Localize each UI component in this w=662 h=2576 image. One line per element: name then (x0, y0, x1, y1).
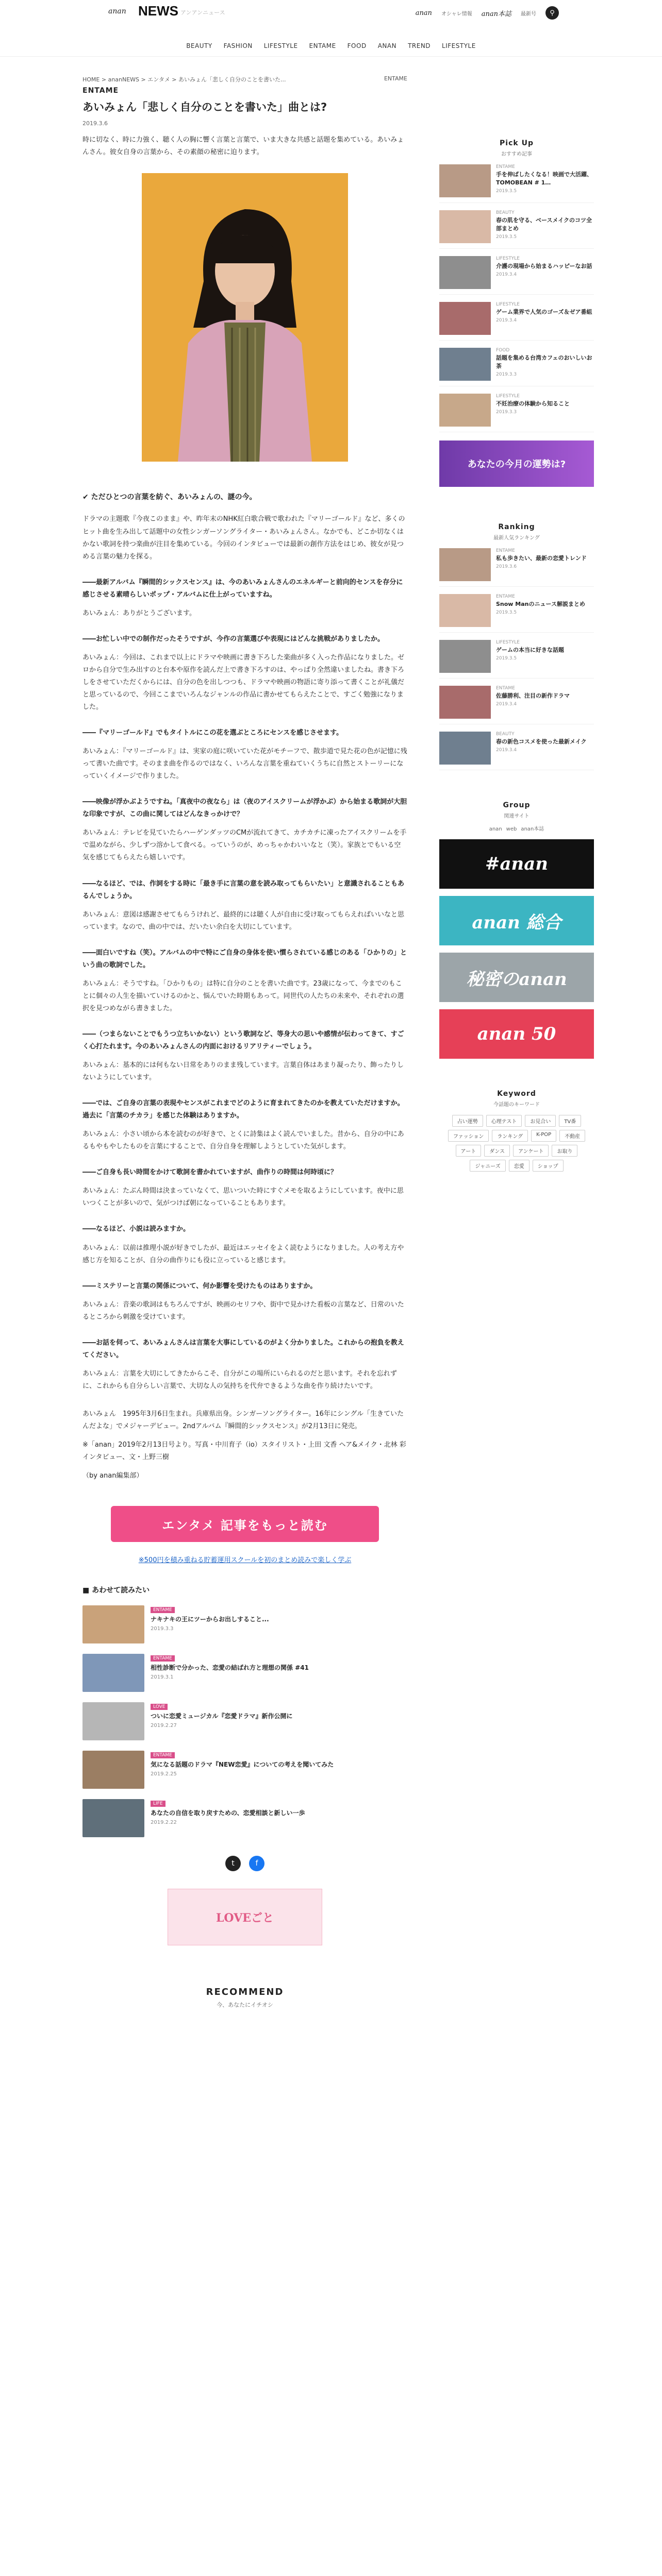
related-tag: ENTAME (151, 1752, 175, 1758)
sidebar-thumbnail[interactable] (439, 732, 491, 765)
interview-question: ――お話を伺って、あいみょんさんは言葉を大事にしているのがよく分かりました。これからの抱負を教えてください。 (82, 1338, 404, 1359)
ranking-heading: Ranking (498, 523, 535, 531)
pickup-items[interactable] (439, 210, 594, 249)
related-date: 2019.2.27 (151, 1722, 177, 1728)
sidebar-text (496, 348, 594, 377)
share-buttons (82, 1856, 407, 1871)
sidebar-title[interactable]: 春の新色コスメを使った最新メイク (496, 738, 587, 745)
site-logo[interactable]: anan (108, 7, 126, 15)
sidebar-text (496, 686, 570, 707)
keyword-tag[interactable]: 不動産 (559, 1130, 585, 1142)
sidebar-tag: ENTAME (496, 548, 515, 553)
sidebar-title[interactable]: 介護の現場から始まるハッピーなお話 (496, 263, 592, 269)
interview-question: ――なるほど、小説は読みますか。 (82, 1225, 190, 1233)
keyword-tag[interactable]: ダンス (484, 1145, 510, 1157)
related-item[interactable] (82, 1702, 407, 1740)
sidebar-tag: ENTAME (496, 594, 515, 599)
keyword-tag[interactable]: 心理テスト (486, 1115, 522, 1127)
pickup-items[interactable] (439, 164, 594, 203)
sidebar-thumbnail[interactable] (439, 594, 491, 627)
interview-question: ――面白いですね（笑）。アルバムの中で特にご自身の身体を使い慣らされている感じのある「ひかりの」という曲の歌詞でした。 (82, 948, 407, 969)
recommend-heading: RECOMMEND (206, 1987, 284, 1998)
photo-caption-text: ただひとつの言葉を紡ぐ、あいみょんの、謎の今。 (91, 493, 257, 502)
ranking-items[interactable] (439, 732, 594, 770)
related-title[interactable]: あなたの自信を取り戻すための、恋愛相談と新しい一歩 (151, 1809, 305, 1817)
related-text (151, 1702, 293, 1728)
sidebar-title[interactable]: 不妊治療の体験から知ること (496, 400, 570, 407)
pickup-items[interactable] (439, 348, 594, 386)
article-title: あいみょん「悲しく自分のことを書いた」曲とは? (82, 101, 327, 113)
nav-item-trend[interactable]: TREND (408, 42, 431, 49)
sidebar-date: 2019.3.4 (496, 747, 517, 753)
site-news-logo[interactable]: NEWS (138, 3, 178, 19)
pickup-subheading: おすすめ記事 (501, 151, 533, 157)
sidebar-title[interactable]: 春の肌を守る、ベースメイクのコツ全部まとめ (496, 217, 592, 232)
related-item[interactable] (82, 1799, 407, 1837)
related-text (151, 1605, 269, 1632)
related-thumbnail[interactable] (82, 1751, 144, 1789)
sidebar (439, 139, 594, 1172)
interview-question: ――なるほど、では、作詞をする時に「最き手に言葉の意を読み取ってもらいたい」と意識されることもあるんでしょうか。 (82, 879, 405, 900)
fortune-banner[interactable]: あなたの今月の運勢は? (439, 440, 594, 487)
related-thumbnail[interactable] (82, 1605, 144, 1643)
related-tag: ENTAME (151, 1607, 175, 1613)
sidebar-tag: FOOD (496, 348, 510, 353)
related-item[interactable] (82, 1605, 407, 1643)
sidebar-title[interactable]: ゲームの本当に好きな話題 (496, 647, 564, 653)
related-thumbnail[interactable] (82, 1799, 144, 1837)
interview-question: ――お忙しい中での制作だったそうですが、今作の言葉選びや表現にはどんな挑戦がありましたか。 (82, 635, 385, 643)
recommend-subheading: 今、あなたにイチオシ (217, 2002, 273, 2009)
keyword-tag[interactable]: ショップ (533, 1160, 564, 1172)
sidebar-title[interactable]: ゲーム業界で人気のゴーズ＆ゼア番組 (496, 309, 592, 315)
hero-photo (142, 173, 348, 462)
group-banner[interactable]: 秘密のanan (439, 953, 594, 1002)
related-tag: ENTAME (151, 1655, 175, 1662)
sidebar-thumbnail[interactable] (439, 164, 491, 197)
group-sub-link[interactable]: web (506, 826, 517, 832)
group-sub-link[interactable]: anan (489, 826, 502, 832)
group-banner[interactable]: #anan (439, 839, 594, 889)
interview-answer: あいみょん：今回は、これまで以上にドラマや映画に書き下ろした楽曲が多く入った作品になりました。ゼロから自分で生み出すのと台本や原作を読んだ上で書き下ろすのは、やっぱり全然違いましたね。書き下ろしをさせていただくからには、自分の色を出しつつも、ドラマや映画の物語に寄り添って書くことが礼儀だと思っているので、今回ここまでいろんなジャンルの作品に書かせてもらえたことで、すごく勉強になりました。 (82, 653, 405, 711)
keyword-tag[interactable]: K-POP (531, 1130, 556, 1142)
promo-link[interactable]: ※500円を積み重ねる貯蓄運用スクールを初のまとめ読みで楽しく学ぶ (138, 1556, 352, 1565)
header-link-anan[interactable]: anan (415, 9, 432, 17)
sidebar-thumbnail[interactable] (439, 348, 491, 381)
site-tagline: アンアンニュース (180, 9, 225, 16)
interview-answer: あいみょん：意図は感謝させてもらうけれど、最終的には聴く人が自由に受け取ってもらえればいいなと思っています。なので、曲の中では、だいたい余白を大切にしています。 (82, 910, 405, 931)
group-sub-link[interactable]: anan本誌 (521, 826, 544, 832)
search-icon[interactable]: ⚲ (545, 6, 559, 20)
header-links (416, 6, 559, 20)
sidebar-thumbnail[interactable] (439, 394, 491, 427)
interview-answer: あいみょん：『マリーゴールド』は、実家の庭に咲いていた花がモチーフで、散歩道で見た花の色が記憶に残って書いた曲です。そのまま曲を作るのではなく、いろんな言葉を重ねていくうちに自然とストーリーになっていくイメージで作りました。 (82, 748, 407, 781)
pickup-items[interactable] (439, 302, 594, 341)
ranking-items[interactable] (439, 640, 594, 679)
sidebar-tag: LIFESTYLE (496, 640, 520, 645)
sidebar-date: 2019.3.5 (496, 655, 517, 661)
pickup-items[interactable] (439, 256, 594, 295)
related-date: 2019.3.1 (151, 1674, 174, 1680)
sidebar-tag: LIFESTYLE (496, 256, 520, 261)
related-date: 2019.2.22 (151, 1819, 177, 1825)
pickup-list (439, 164, 594, 432)
related-item[interactable] (82, 1654, 407, 1692)
twitter-icon[interactable]: t (225, 1856, 241, 1871)
related-text (151, 1751, 334, 1777)
article-category: ENTAME (82, 87, 119, 95)
sidebar-text (496, 594, 585, 615)
related-list (82, 1605, 407, 1837)
breadcrumb-path[interactable]: HOME > ananNEWS > エンタメ > あいみょん「悲しく自分のことを書いた... (82, 76, 286, 83)
more-entame-button[interactable]: エンタメ 記事をもっと読む (111, 1506, 379, 1542)
sidebar-text (496, 394, 570, 415)
pickup-heading: Pick Up (500, 139, 534, 147)
nav-item-lifestyle[interactable]: LIFESTYLE (263, 42, 298, 49)
keyword-list (439, 1115, 594, 1172)
interview-question: ――（つまらないことでもうつ立ちいかない）という歌詞など、等身大の思いや感情が伝わってきて、すごく心打たれます。今のあいみょんさんの内面におけるリアリティーでしょう。 (82, 1030, 404, 1050)
sidebar-text (496, 210, 594, 240)
related-heading: ■ あわせて読みたい (82, 1586, 150, 1595)
sidebar-text (496, 548, 587, 569)
author-byline: （by anan編集部） (82, 1472, 143, 1480)
interview-question: ――映像が浮かぶようですね。「真夜中の夜なら」は（夜のアイスクリームが浮かぶ）から始まる歌詞が大胆な印象ですが、この曲に関してはどんなきっかけで？ (82, 798, 407, 819)
interview-answer: あいみょん：基本的には何もない日常をありのまま残しています。言葉自体はあまり凝ったり、飾ったりしないようにしています。 (82, 1061, 404, 1082)
nav-item-entame[interactable]: ENTAME (309, 42, 336, 49)
interview-question: ――『マリーゴールド』でもタイトルにこの花を選ぶところにセンスを感じさせます。 (82, 729, 343, 737)
sidebar-tag: ENTAME (496, 164, 515, 170)
nav-item-lifestyle-2[interactable]: LIFESTYLE (442, 42, 476, 49)
related-thumbnail[interactable] (82, 1702, 144, 1740)
related-title[interactable]: ナキナキの王にツーからお出しすること... (151, 1616, 269, 1623)
related-tag: LIFE (151, 1801, 166, 1807)
interview-answer: ドラマの主題歌『今夜このまま』や、昨年末のNHK紅白歌合戦で歌われた『マリーゴールド』など、多くのヒット曲を生み出して話題中の女性シンガーソングライター・あいみょんさん。なかでも、どこか切なくはかない歌詞を持つ楽曲が注目を集めている。今回のインタビューでは最新の創作方法をはじめ、彼女が見つめる言葉の魅力を探る。 (82, 515, 405, 561)
header-link-magazine[interactable]: anan本誌 (481, 10, 511, 18)
photo-caption: ✔ ただひとつの言葉を紡ぐ、あいみょんの、謎の今。 (82, 493, 257, 502)
sidebar-text (496, 256, 592, 277)
related-title[interactable]: 相性診断で分かった、恋愛の結ばれ方と理想の関係 #41 (151, 1664, 309, 1672)
related-item[interactable] (82, 1751, 407, 1789)
nav-item-food[interactable]: FOOD (347, 42, 367, 49)
nav-item-anan[interactable]: ANAN (377, 42, 397, 49)
hero-portrait-illustration (142, 173, 348, 462)
ranking-items[interactable] (439, 686, 594, 724)
artist-profile: あいみょん 1995年3月6日生まれ。兵庫県出身。シンガーソングライター。16年にシングル「生きていたんだよな」でメジャーデビュー。2ndアルバム『瞬間的シックスセンス』が2月13日に発売。 (82, 1410, 404, 1430)
related-title[interactable]: ついに恋愛ミュージカル『恋愛ドラマ』新作公開に (151, 1713, 293, 1720)
header-link-latest[interactable]: 最新号 (521, 11, 536, 17)
group-heading: Group (503, 801, 531, 809)
sidebar-date: 2019.3.5 (496, 234, 517, 240)
breadcrumb (82, 75, 407, 83)
interview-answer: あいみょん：音楽の歌詞はもちろんですが、映画のセリフや、街中で見かけた看板の言葉など、日常のいたるところから刺激を受けています。 (82, 1300, 404, 1321)
article-lead: 時に切なく、時に力強く、聴く人の胸に響く言葉と言葉で、いま大きな共感と話題を集めている。あいみょんさん。彼女自身の言葉から、その素顔の秘密に迫ります。 (82, 136, 404, 157)
sidebar-tag: BEAUTY (496, 210, 515, 215)
related-heading-text: あわせて読みたい (92, 1586, 150, 1595)
related-thumbnail[interactable] (82, 1654, 144, 1692)
interview-question: ――では、ご自身の言葉の表現やセンスがこれまでどのように育まれてきたのかを教えていただけますか。過去に「言葉のチカラ」を感じた体験はありますか。 (82, 1099, 404, 1120)
sidebar-date: 2019.3.4 (496, 272, 517, 277)
keyword-tag[interactable]: アンケート (513, 1145, 549, 1157)
sidebar-tag: ENTAME (496, 686, 515, 691)
keyword-tag[interactable]: お取り (552, 1145, 577, 1157)
photo-credit: ※「anan」2019年2月13日号より。写真・中川育子（io）スタイリスト・上田 文香 ヘア&メイク・北林 彩 インタビュー、文・上野三樹 (82, 1441, 406, 1462)
pickup-items[interactable] (439, 394, 594, 432)
sidebar-thumbnail[interactable] (439, 548, 491, 581)
related-date: 2019.2.25 (151, 1771, 177, 1777)
related-text (151, 1799, 305, 1825)
sidebar-thumbnail[interactable] (439, 210, 491, 243)
interview-question: ――最新アルバム『瞬間的シックスセンス』は、今のあいみょんさんのエネルギーと前向的センスを存分に感じさせる素晴らしいポップ・アルバムに仕上がっていますね。 (82, 578, 403, 599)
keyword-tag[interactable]: お見合い (525, 1115, 556, 1127)
sidebar-text (496, 640, 564, 661)
interview-question: ――ミステリーと言葉の関係について、何か影響を受けたものはありますか。 (82, 1282, 317, 1290)
sidebar-text (496, 302, 592, 323)
ranking-items[interactable] (439, 594, 594, 633)
keyword-tag[interactable]: 占い運勢 (452, 1115, 483, 1127)
article-main (82, 98, 407, 2009)
keyword-tag[interactable]: アート (456, 1145, 482, 1157)
nav-item-fashion[interactable]: FASHION (223, 42, 253, 49)
keyword-tag[interactable]: ファッション (448, 1130, 489, 1142)
keyword-tag[interactable]: ランキング (492, 1130, 528, 1142)
sidebar-thumbnail[interactable] (439, 256, 491, 289)
related-tag: LOVE (151, 1704, 168, 1710)
ranking-subheading: 最新人気ランキング (493, 535, 540, 541)
love-banner[interactable]: LOVEごと (168, 1889, 322, 1945)
interview-question: ――ご自身も長い時間をかけて歌詞を書かれていますが、曲作りの時間は何時頃に？ (82, 1168, 338, 1177)
interview-answer: あいみょん：ありがとうございます。 (82, 609, 196, 617)
sidebar-date: 2019.3.3 (496, 371, 517, 377)
interview-answer: あいみょん：テレビを見ていたらハーゲンダッツのCMが流れてきて、カチカチに凍ったアイスクリームを手で温めながら、少しずつ溶かして食べる。っていうのが、めっちゃかわいいなと（笑）。家族とでもいる空気を感じてもらえたら嬉しいです。 (82, 829, 407, 862)
group-subheading: 関連サイト (504, 814, 529, 819)
keyword-subheading: 今話題のキーワード (493, 1102, 540, 1108)
group-list (439, 824, 594, 1059)
main-nav (0, 35, 662, 57)
interview-answer: あいみょん：たぶん時間は決まっていなくて、思いついた時にすぐメモを取るようにしています。夜中に思いつくことが多いので、気がつけば朝になっていることもあります。 (82, 1187, 404, 1208)
sidebar-thumbnail[interactable] (439, 302, 491, 335)
sidebar-date: 2019.3.5 (496, 188, 517, 194)
sidebar-tag: BEAUTY (496, 732, 515, 737)
related-text (151, 1654, 309, 1680)
facebook-icon[interactable]: f (249, 1856, 264, 1871)
sidebar-date: 2019.3.3 (496, 409, 517, 415)
header-link-web[interactable]: オシャレ情報 (441, 11, 472, 17)
sidebar-date: 2019.3.4 (496, 317, 517, 323)
interview-answer: あいみょん：以前は推理小説が好きでしたが、最近はエッセイをよく読むようになりました。人の考え方や感じ方を知ることが、自分の曲作りにも役に立っていると感じます。 (82, 1244, 404, 1264)
article-body (82, 513, 407, 1392)
sidebar-date: 2019.3.4 (496, 701, 517, 707)
keyword-tag[interactable]: ジャニーズ (470, 1160, 505, 1172)
ranking-list (439, 548, 594, 770)
related-date: 2019.3.3 (151, 1625, 174, 1632)
breadcrumb-category[interactable]: ENTAME (384, 75, 407, 82)
sidebar-text (496, 732, 587, 753)
sidebar-thumbnail[interactable] (439, 686, 491, 719)
site-header (0, 0, 662, 31)
interview-answer: あいみょん：そうですね。「ひかりもの」は特に自分のことを書いた曲です。23歳になって、今までのもことに個々の人生を描いていけるのかと、悩んでいた時期もあって。同世代の人たちの未来や、それぞれの選択を見つめながら書きました。 (82, 979, 404, 1012)
sidebar-title[interactable]: 佐藤勝利、注目の新作ドラマ (496, 692, 570, 699)
sidebar-title[interactable]: 手を伸ばしたくなる！映画で大活躍、TOMOBEAN # 1… (496, 171, 592, 186)
sidebar-date: 2019.3.5 (496, 609, 517, 615)
sidebar-thumbnail[interactable] (439, 640, 491, 673)
article-date: 2019.3.6 (82, 120, 108, 127)
sidebar-title[interactable]: 話題を集める台湾カフェのおいしいお茶 (496, 354, 592, 369)
sidebar-title[interactable]: 私も歩きたい、最新の恋愛トレンド (496, 555, 587, 562)
interview-answer: あいみょん：小さい頃から本を読むのが好きで、とくに詩集はよく読んでいました。昔から、自分の中にあるもやもやしたものを言葉にすることで、自分自身を理解しようとしていた気がします。 (82, 1130, 404, 1151)
sidebar-text (496, 164, 594, 194)
group-banner[interactable]: anan 総合 (439, 896, 594, 945)
related-title[interactable]: 気になる話題のドラマ『NEW恋愛』についての考えを聞いてみた (151, 1761, 334, 1769)
interview-answer: あいみょん：言葉を大切にしてきたからこそ、自分がこの場所にいられるのだと思います。それを忘れずに、これからも自分らしい言葉で、大切な人の気持ちを代弁できるような曲を作り続けたいです。 (82, 1369, 397, 1390)
sidebar-tag: LIFESTYLE (496, 394, 520, 399)
group-sub-links (439, 824, 594, 832)
group-banner[interactable]: anan 50 (439, 1009, 594, 1059)
nav-item-beauty[interactable]: BEAUTY (186, 42, 212, 49)
keyword-tag[interactable]: TV番 (559, 1115, 581, 1127)
sidebar-title[interactable]: Snow Manのニュース解説まとめ (496, 601, 585, 607)
sidebar-tag: LIFESTYLE (496, 302, 520, 307)
ranking-items[interactable] (439, 548, 594, 587)
keyword-tag[interactable]: 恋愛 (509, 1160, 529, 1172)
keyword-heading: Keyword (497, 1090, 536, 1098)
sidebar-date: 2019.3.6 (496, 564, 517, 569)
